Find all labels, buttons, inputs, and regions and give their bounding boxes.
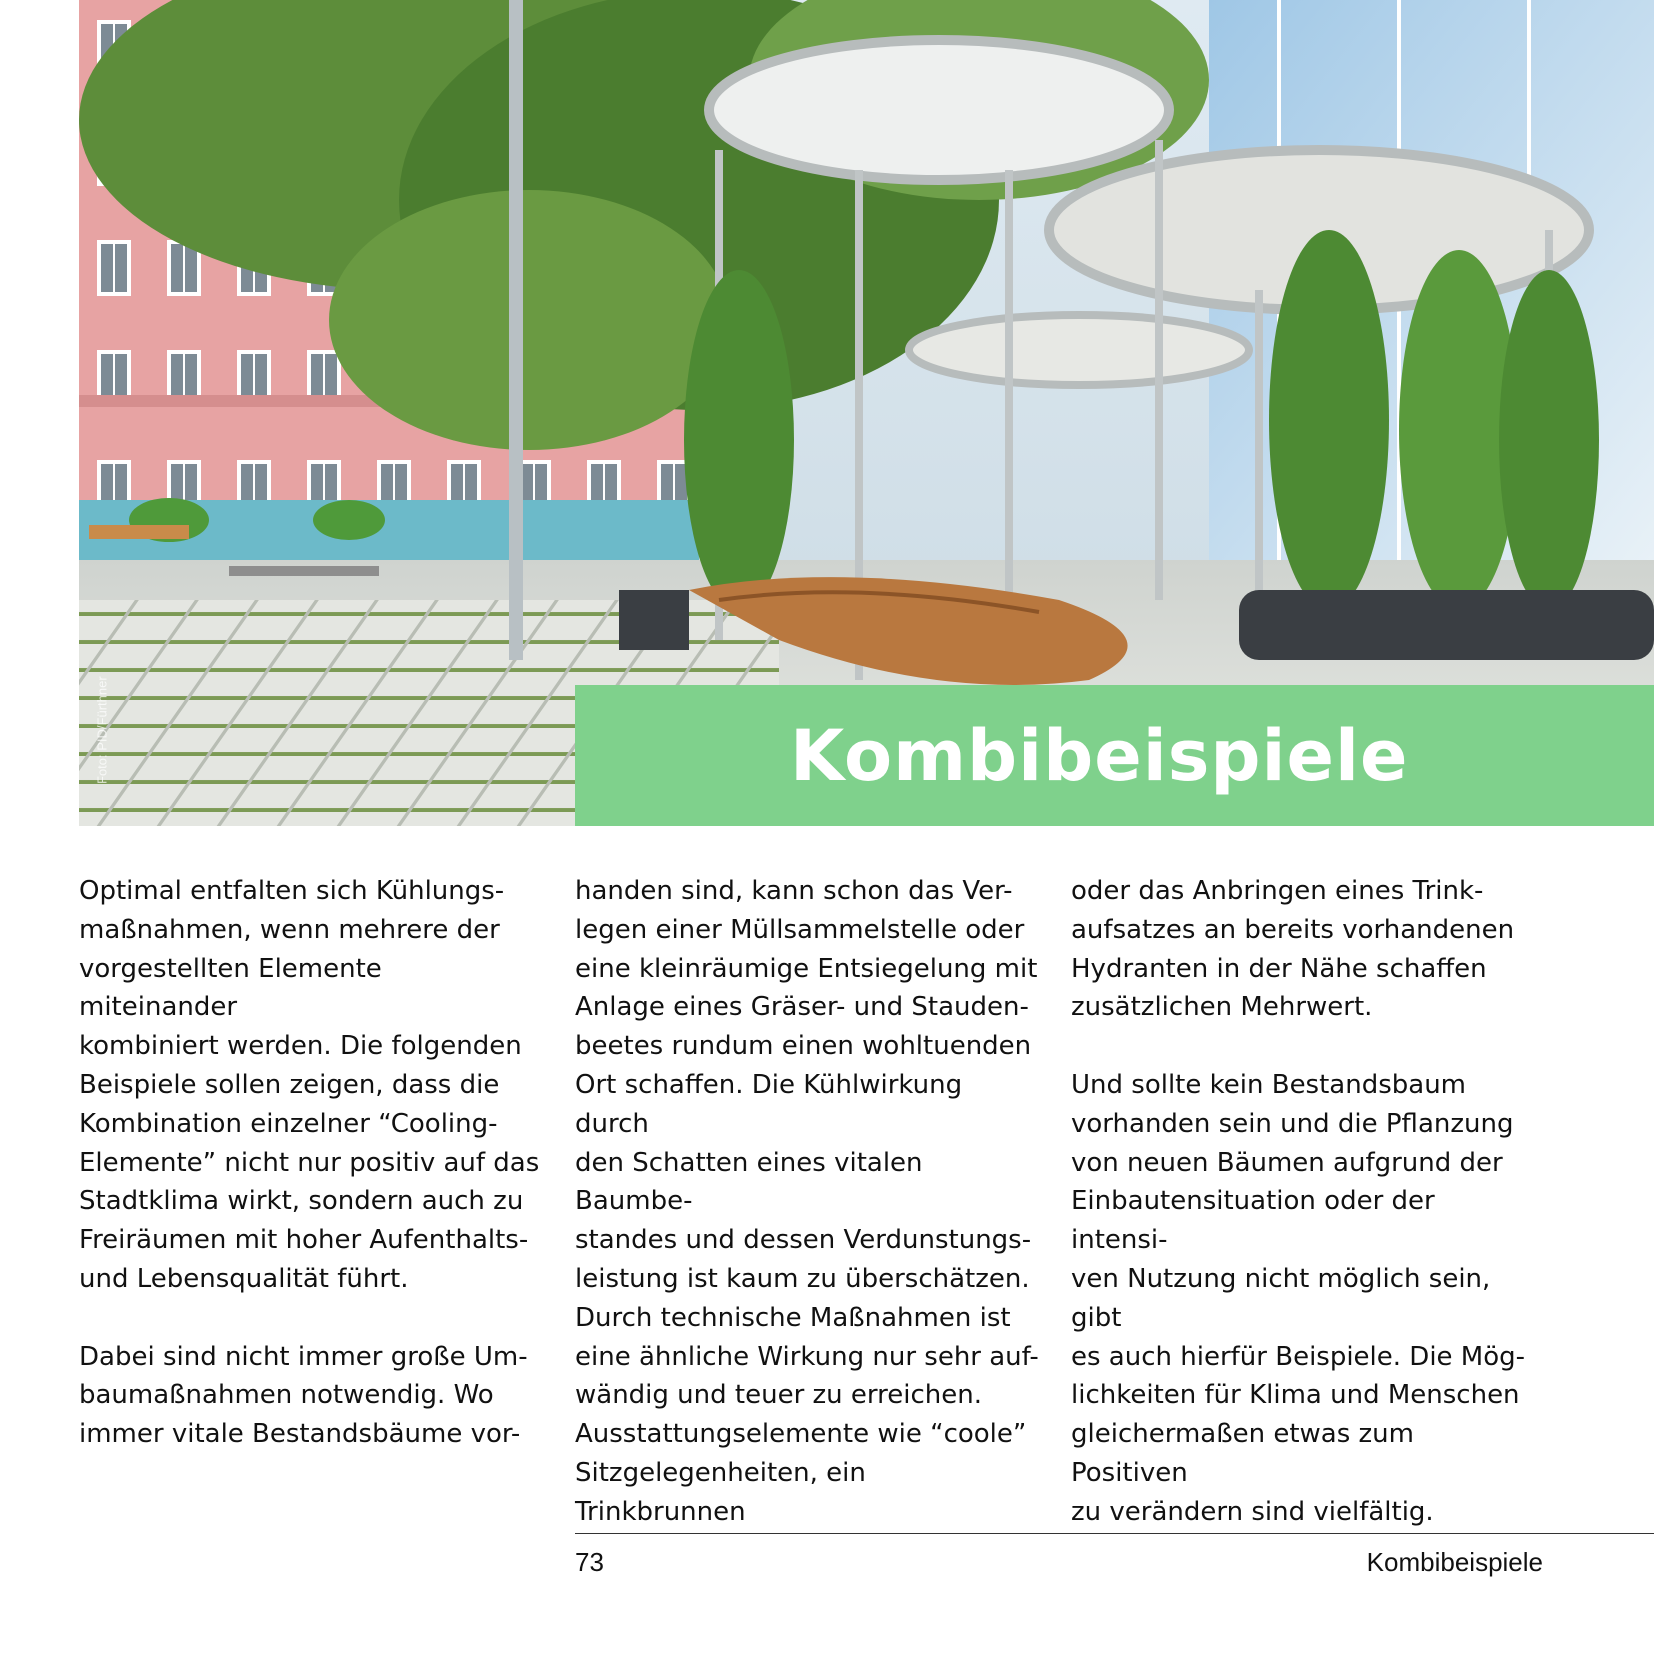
text-line: Beispiele sollen zeigen, dass die bbox=[79, 1069, 500, 1100]
text-line: eine ähnliche Wirkung nur sehr auf- bbox=[575, 1341, 1039, 1372]
text-line: Kombination einzelner “Cooling- bbox=[79, 1108, 498, 1139]
text-line: beetes rundum einen wohltuenden bbox=[575, 1031, 1032, 1062]
text-line: immer vitale Bestandsbäume vor- bbox=[79, 1419, 521, 1450]
text-line: ven Nutzung nicht möglich sein, gibt bbox=[1071, 1263, 1491, 1333]
body-column-2 bbox=[575, 872, 1040, 1532]
text-line: zu verändern sind vielfältig. bbox=[1071, 1496, 1434, 1527]
text-line: Elemente” nicht nur positiv auf das bbox=[79, 1147, 540, 1178]
photo-credit: Foto: PID/Fürthner bbox=[94, 676, 110, 784]
text-line: wändig und teuer zu erreichen. bbox=[575, 1380, 982, 1411]
page-title: Kombibeispiele bbox=[790, 714, 1409, 797]
text-line: Ort schaffen. Die Kühlwirkung durch bbox=[575, 1069, 963, 1139]
title-banner bbox=[575, 685, 1654, 826]
text-line: gleichermaßen etwas zum Positiven bbox=[1071, 1419, 1414, 1488]
text-line: Freiräumen mit hoher Aufenthalts- bbox=[79, 1225, 529, 1256]
paragraph-gap bbox=[1071, 1027, 1536, 1066]
text-line: lichkeiten für Klima und Menschen bbox=[1071, 1380, 1520, 1411]
text-line: kombiniert werden. Die folgenden bbox=[79, 1031, 522, 1062]
running-title: Kombibeispiele bbox=[1366, 1547, 1543, 1577]
text-line: leistung ist kaum zu überschätzen. bbox=[575, 1263, 1030, 1294]
text-line: eine kleinräumige Entsiegelung mit bbox=[575, 953, 1038, 984]
text-line: Stadtklima wirkt, sondern auch zu bbox=[79, 1186, 524, 1217]
body-column-3 bbox=[1071, 872, 1536, 1532]
footer-divider bbox=[575, 1533, 1654, 1534]
text-line: vorgestellten Elemente miteinander bbox=[79, 953, 382, 1023]
text-line: Und sollte kein Bestandsbaum bbox=[1071, 1069, 1467, 1100]
text-line: Hydranten in der Nähe schaffen bbox=[1071, 953, 1487, 984]
text-line: und Lebensqualität führt. bbox=[79, 1263, 409, 1294]
text-line: vorhanden sein und die Pflanzung bbox=[1071, 1108, 1514, 1139]
text-line: den Schatten eines vitalen Baumbe- bbox=[575, 1147, 923, 1217]
text-line: Sitzgelegenheiten, ein Trinkbrunnen bbox=[575, 1457, 866, 1527]
text-line: Anlage eines Gräser- und Stauden- bbox=[575, 992, 1029, 1023]
text-line: Durch technische Maßnahmen ist bbox=[575, 1302, 1011, 1333]
text-line: Optimal entfalten sich Kühlungs- bbox=[79, 876, 505, 906]
text-line: baumaßnahmen notwendig. Wo bbox=[79, 1380, 494, 1411]
text-line: zusätzlichen Mehrwert. bbox=[1071, 992, 1373, 1023]
text-line: handen sind, kann schon das Ver- bbox=[575, 876, 1013, 906]
paragraph-gap bbox=[79, 1299, 544, 1338]
page-number: 73 bbox=[575, 1547, 604, 1577]
body-column-1 bbox=[79, 872, 544, 1454]
text-line: standes und dessen Verdunstungs- bbox=[575, 1225, 1032, 1256]
text-line: legen einer Müllsammelstelle oder bbox=[575, 914, 1025, 945]
text-line: es auch hierfür Beispiele. Die Mög- bbox=[1071, 1341, 1526, 1372]
text-line: maßnahmen, wenn mehrere der bbox=[79, 914, 500, 945]
text-line: Dabei sind nicht immer große Um- bbox=[79, 1341, 528, 1372]
text-line: oder das Anbringen eines Trink- bbox=[1071, 876, 1484, 906]
text-line: aufsatzes an bereits vorhandenen bbox=[1071, 914, 1515, 945]
text-line: von neuen Bäumen aufgrund der bbox=[1071, 1147, 1503, 1178]
text-line: Ausstattungselemente wie “coole” bbox=[575, 1419, 1027, 1450]
text-line: Einbautensituation oder der intensi- bbox=[1071, 1186, 1435, 1256]
